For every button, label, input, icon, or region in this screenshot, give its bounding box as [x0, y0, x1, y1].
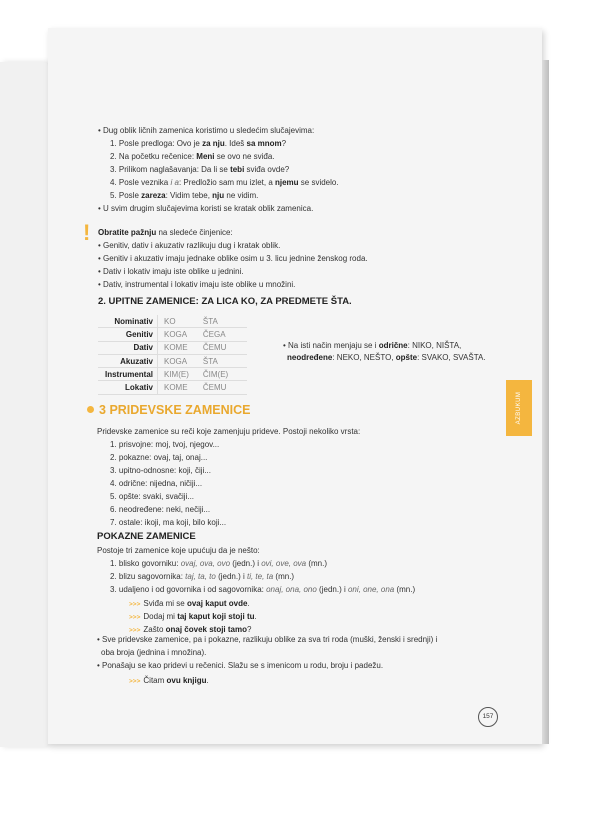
facing-page — [0, 62, 48, 747]
list-item: 1. prisvojne: moj, tvoj, njegov... — [110, 440, 220, 449]
demonstrative-intro: Postoje tri zamenice koje upućuju da je nešto: — [97, 546, 260, 555]
table-row: Genitiv KOGA ČEGA — [98, 328, 247, 341]
bullet-dot-icon — [87, 406, 94, 413]
list-item: 5. Posle zareza: Vidim tebe, nju ne vidim. — [110, 191, 259, 200]
arrow-icon: >>> — [129, 614, 141, 621]
interrogative-heading: 2. UPITNE ZAMENICE: ZA LICA KO, ZA PREDMETE ŠTA. — [98, 296, 352, 307]
table-row: Instrumental KIM(E) ČIM(E) — [98, 368, 247, 381]
arrow-icon: >>> — [129, 601, 141, 608]
list-item: 2. pokazne: ovaj, taj, onaj... — [110, 453, 208, 462]
page-number: 157 — [478, 707, 498, 727]
declension-table — [98, 315, 247, 395]
rule-bullet: • Ponašaju se kao pridevi u rečenici. Slažu se s imenicom u rodu, broju i padežu. — [97, 661, 384, 670]
exclamation-icon: ! — [83, 220, 91, 245]
list-item: 4. odrične: nijedna, ničiji... — [110, 479, 203, 488]
list-item: 1. blisko govorniku: ovaj, ova, ovo (jedn.) i ovi, ove, ova (mn.) — [110, 559, 328, 568]
table-row: Akuzativ KOGA ŠTA — [98, 354, 247, 367]
list-item: 3. Prilikom naglašavanja: Da li se tebi sviđa ovde? — [110, 165, 290, 174]
list-item: 3. udaljeno i od govornika i od sagovornika: onaj, ona, ono (jedn.) i oni, one, ona (mn.) — [110, 585, 416, 594]
example-line: >>> Zašto onaj čovek stoji tamo? — [129, 625, 252, 634]
note-item: • Genitiv i akuzativ imaju jednake oblike osim u 3. licu jednine ženskog roda. — [98, 254, 368, 263]
example-line: >>> Čitam ovu knjigu. — [129, 676, 209, 685]
note-item: • Dativ, instrumental i lokativ imaju iste oblike u množini. — [98, 280, 296, 289]
side-note: • Na isti način menjaju se i odrične: NIKO, NIŠTA, — [283, 341, 462, 350]
side-tab: AZBUKUM — [506, 380, 532, 436]
table-row: Nominativ KO ŠTA — [98, 315, 247, 328]
list-item: 1. Posle predloga: Ovo je za nju. Ideš sa mnom? — [110, 139, 287, 148]
list-item: 7. ostale: ikoji, ma koji, bilo koji... — [110, 518, 227, 527]
list-item: 3. upitno-odnosne: koji, čiji... — [110, 466, 211, 475]
list-item: 2. blizu sagovornika: taj, ta, to (jedn.) i ti, te, ta (mn.) — [110, 572, 295, 581]
intro-closing: • U svim drugim slučajevima koristi se kratak oblik zamenica. — [98, 204, 314, 213]
example-line: >>> Sviđa mi se ovaj kaput ovde. — [129, 599, 250, 608]
note-item: • Genitiv, dativ i akuzativ razlikuju dug i kratak oblik. — [98, 241, 281, 250]
example-line: >>> Dodaj mi taj kaput koji stoji tu. — [129, 612, 257, 621]
intro-bullet: • Dug oblik ličnih zamenica koristimo u sledećim slučajevima: — [98, 126, 315, 135]
rule-bullet-cont: oba broja (jednina i množina). — [101, 648, 207, 657]
page-edge — [542, 60, 549, 744]
arrow-icon: >>> — [129, 678, 141, 685]
note-item: • Dativ i lokativ imaju iste oblike u jednini. — [98, 267, 244, 276]
section-title: 3 PRIDEVSKE ZAMENICE — [87, 403, 250, 417]
arrow-icon: >>> — [129, 627, 141, 634]
rule-bullet: • Sve pridevske zamenice, pa i pokazne, razlikuju oblike za sva tri roda (muški, ženski i srednji) i — [97, 635, 438, 644]
table-row: Dativ KOME ČEMU — [98, 341, 247, 354]
list-item: 5. opšte: svaki, svačiji... — [110, 492, 195, 501]
side-note-cont: neodređene: NEKO, NEŠTO, opšte: SVAKO, SVAŠTA. — [287, 353, 486, 362]
table-row: Lokativ KOME ČEMU — [98, 381, 247, 394]
section-intro: Pridevske zamenice su reči koje zamenjuju prideve. Postoji nekoliko vrsta: — [97, 427, 361, 436]
note-lead: Obratite pažnju na sledeće činjenice: — [98, 228, 233, 237]
demonstrative-heading: POKAZNE ZAMENICE — [97, 531, 196, 542]
list-item: 6. neodređene: neki, nečiji... — [110, 505, 211, 514]
list-item: 4. Posle veznika i a: Predložio sam mu izlet, a njemu se svidelo. — [110, 178, 339, 187]
list-item: 2. Na početku rečenice: Meni se ovo ne sviđa. — [110, 152, 275, 161]
